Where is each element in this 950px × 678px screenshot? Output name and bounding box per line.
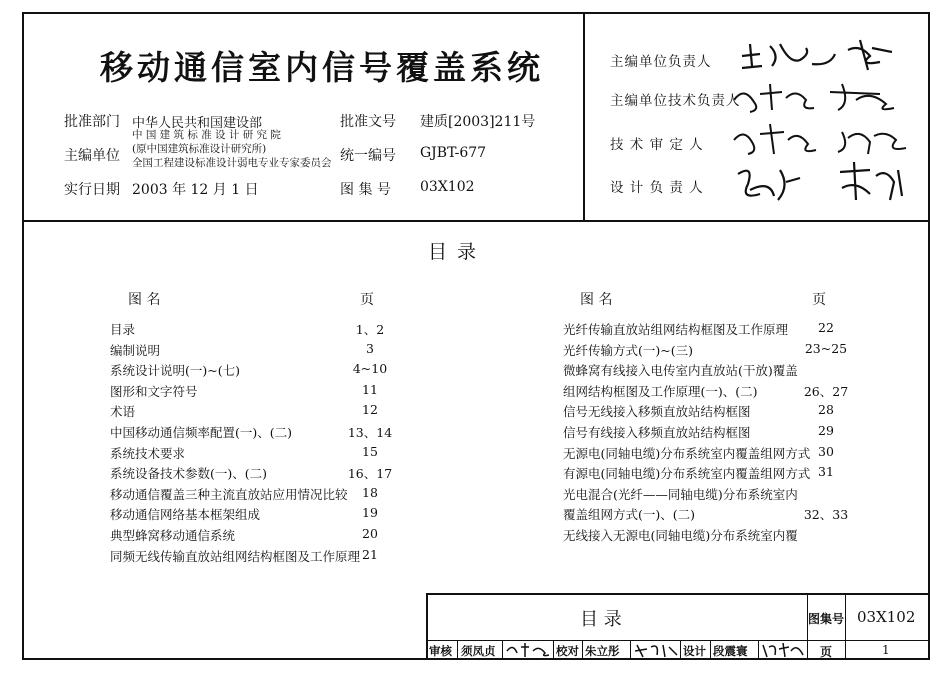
toc-left-item-page: 20 [362,526,378,541]
toc-left-item-page: 1、2 [355,322,385,337]
tb-div-b [502,640,503,660]
toc-left-item-page: 15 [362,444,378,459]
editor-unit-label: 主编单位 [64,148,120,164]
titleblock-left [426,593,428,660]
toc-left-item-page: 21 [362,547,378,562]
toc-left-item-page: 19 [362,505,378,520]
tb-div-f [680,640,681,660]
toc-left-item-name: 图形和文字符号 [110,384,198,399]
toc-left-item-name: 术语 [110,404,136,419]
titleblock-check-name: 朱立彤 [585,644,620,658]
toc-left-name-header: 图 名 [128,292,161,308]
toc-left-item-name: 编制说明 [110,343,161,358]
toc-left-item-name: 系统设计说明(一)~(七) [110,363,240,378]
unified-no-label: 统一编号 [340,148,396,164]
signature-1 [740,36,900,76]
titleblock-design-signature [761,641,805,659]
tb-div-a [457,640,458,660]
toc-left-item-name: 系统技术要求 [110,446,186,461]
resp-row-1: 主编单位负责人 [610,54,712,70]
toc-left-page-header: 页 [360,292,374,308]
toc-right-item-name: 光纤传输直放站组网结构框图及工作原理 [563,322,789,337]
toc-left-item-page: 13、14 [347,425,393,440]
titleblock-audit-name: 须凤贞 [461,644,496,658]
resp-row-3: 技 术 审 定 人 [610,137,704,153]
toc-left-item-name: 移动通信覆盖三种主流直放站应用情况比较 [110,487,348,502]
toc-left-item-name: 同频无线传输直放站组网结构框图及工作原理 [110,549,361,564]
toc-left-item-page: 12 [362,402,378,417]
titleblock-design-name: 段震寰 [713,644,748,658]
tb-div-g [710,640,711,660]
impl-date-label: 实行日期 [64,182,120,198]
toc-right-item-page: 29 [818,423,834,438]
toc-left-item-name: 典型蜂窝移动通信系统 [110,528,236,543]
toc-right-page-header: 页 [812,292,826,308]
titleblock-check-label: 校对 [556,644,579,658]
atlas-no-value: 03X102 [420,179,475,195]
toc-right-item-name: 光电混合(光纤——同轴电缆)分布系统室内 [563,487,798,502]
toc-right-name-header: 图 名 [580,292,613,308]
toc-right-item-page: 22 [818,320,834,335]
titleblock-drawing-name: 目 录 [580,609,622,630]
toc-left-item-name: 移动通信网络基本框架组成 [110,507,261,522]
toc-right-item-page: 28 [818,402,834,417]
signature-4 [730,160,910,206]
header-vertical-divider [583,12,585,222]
titleblock-sep-2 [845,593,846,660]
impl-date-value: 2003 年 12 月 1 日 [132,182,259,198]
titleblock-audit-label: 审核 [429,644,452,658]
resp-row-2: 主编单位技术负责人 [610,93,741,109]
signature-2 [730,80,900,116]
toc-right-item-page: 30 [818,444,834,459]
toc-right-item-name: 无线接入无源电(同轴电缆)分布系统室内覆 [563,528,798,543]
tb-div-e [630,640,631,660]
toc-right-item-name: 覆盖组网方式(一)、(二) [563,507,696,522]
titleblock-top [426,593,930,595]
toc-right-item-name: 信号有线接入移频直放站结构框图 [563,425,751,440]
toc-left-item-page: 11 [362,382,378,397]
titleblock-page-label: 页 [820,645,833,659]
tb-div-h [758,640,759,660]
tb-div-c [553,640,554,660]
titleblock-audit-signature [505,641,551,659]
toc-left-item-name: 中国移动通信频率配置(一)、(二) [110,425,293,440]
approval-no-label: 批准文号 [340,114,396,130]
toc-right-item-name: 组网结构框图及工作原理(一)、(二) [563,384,758,399]
titleblock-check-signature [633,641,679,659]
toc-right-item-name: 信号无线接入移频直放站结构框图 [563,404,751,419]
titleblock-atlas-value: 03X102 [857,608,916,626]
editor-unit-line-1: 中 国 建 筑 标 准 设 计 研 究 院 [132,129,281,141]
toc-title: 目 录 [428,241,479,263]
toc-right-item-name: 微蜂窝有线接入电传室内直放站(干放)覆盖 [563,363,798,378]
approval-dept-value: 中华人民共和国建设部 [132,116,263,131]
titleblock-atlas-label: 图集号 [808,612,845,626]
titleblock-page-value: 1 [882,643,890,657]
unified-no-value: GJBT-677 [420,145,487,161]
signature-3 [730,122,910,160]
toc-right-item-page: 32、33 [803,507,849,522]
toc-left-item-name: 目录 [110,322,136,337]
titleblock-design-label: 设计 [683,644,706,658]
toc-right-item-page: 23~25 [804,341,848,356]
toc-right-item-name: 光纤传输方式(一)~(三) [563,343,693,358]
toc-left-item-name: 系统设备技术参数(一)、(二) [110,466,268,481]
toc-right-item-page: 31 [818,464,834,479]
toc-right-item-name: 无源电(同轴电缆)分布系统室内覆盖组网方式 [563,446,811,461]
toc-left-item-page: 16、17 [347,466,393,481]
tb-div-d [582,640,583,660]
editor-unit-line-3: 全国工程建设标准设计弱电专业专家委员会 [132,157,332,169]
editor-unit-line-2: (原中国建筑标准设计研究所) [132,143,267,155]
toc-left-item-page: 18 [362,485,378,500]
atlas-no-label: 图 集 号 [340,182,391,198]
toc-right-item-name: 有源电(同轴电缆)分布系统室内覆盖组网方式 [563,466,811,481]
resp-row-4: 设 计 负 责 人 [610,180,704,196]
toc-right-item-page: 26、27 [803,384,849,399]
page-title: 移动通信室内信号覆盖系统 [100,48,544,87]
approval-dept-label: 批准部门 [64,114,120,130]
toc-left-item-page: 3 [366,341,374,356]
toc-left-item-page: 4~10 [352,361,388,376]
header-divider [22,220,930,222]
approval-no-value: 建质[2003]211号 [420,114,536,130]
